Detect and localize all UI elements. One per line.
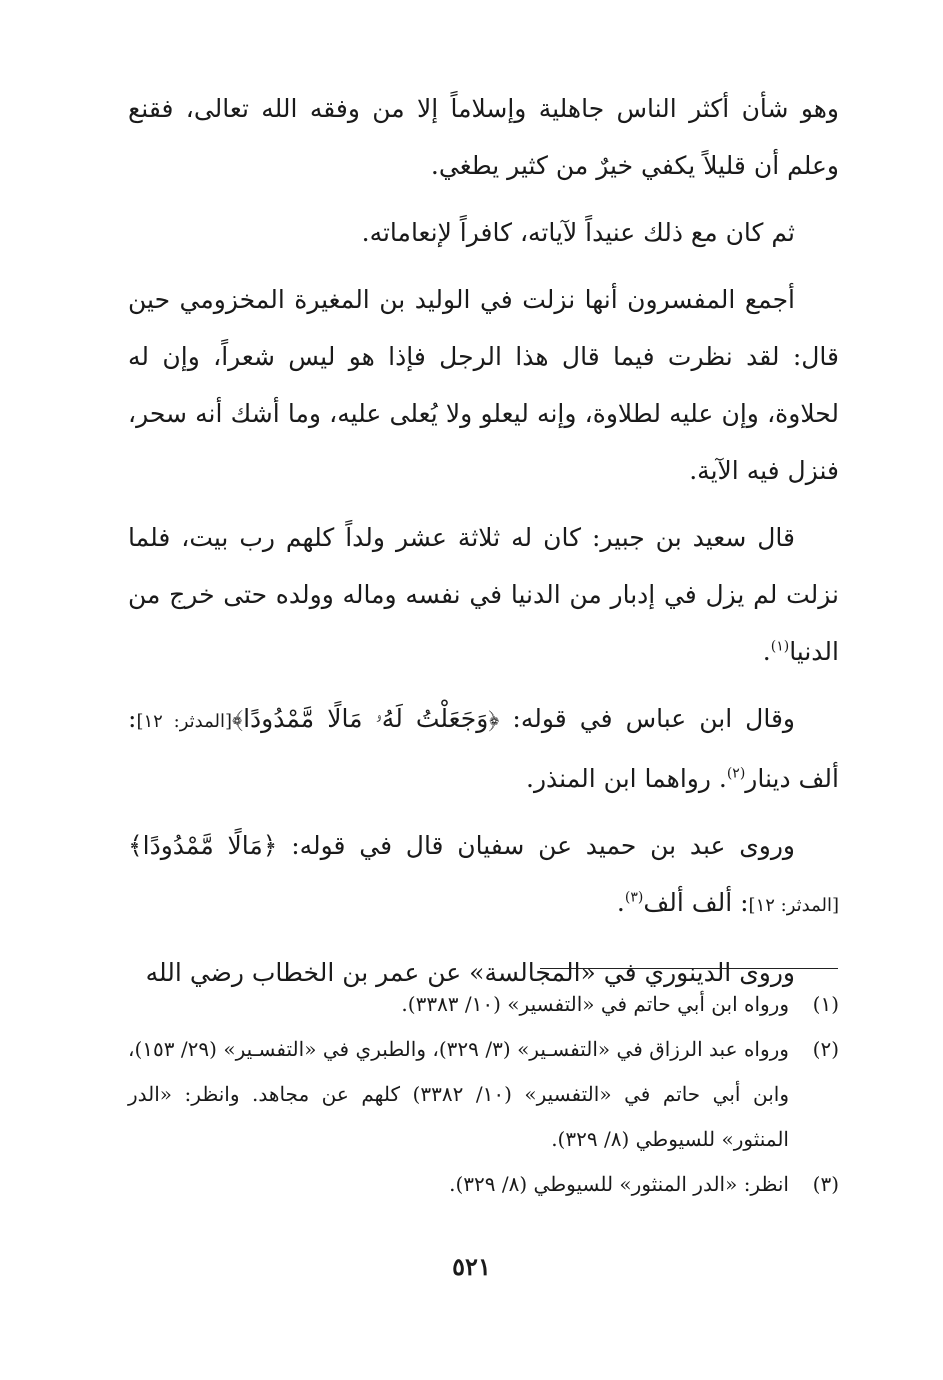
verse-reference: [المدثر: ١٢] (748, 895, 839, 916)
paragraph-1: وهو شأن أكثر الناس جاهلية وإسلاماً إلا من وفقه الله تعالى، فقنع وعلم أن قليلاً يكفي خيرٌ من كثير يطغي. (128, 94, 839, 180)
paragraph-7: وروى الدينوري في «المجالسة» عن عمر بن الخطاب رضي الله (145, 958, 795, 987)
paragraph-6: وروى عبد بن حميد عن سفيان قال في قوله: ﴿مَالًا مَّمْدُودًا﴾[المدثر: ١٢]: ألف ألف$^{(٣)}$. (128, 831, 839, 917)
paragraph-2: ثم كان مع ذلك عنيداً لآياته، كافراً لإنعاماته. (361, 218, 795, 247)
paragraph-4: قال سعيد بن جبير: كان له ثلاثة عشر ولداً كلهم رب بيت، فلما نزلت لم يزل في إدبار من الدنيا في نفسه وماله وولده حتى خرج من الدنيا$^{(١)}$. (128, 523, 839, 666)
quran-verse: ﴿وَجَعَلْتُ لَهُۥ مَالًا مَّمْدُودًا﴾ (232, 704, 500, 733)
paragraph-3: أجمع المفسرون أنها نزلت في الوليد بن المغيرة المخزومي حين قال: لقد نظرت فيما قال هذا الرجل فإذا هو ليس شعراً، وإن له لحلاوة، وإن عليه لطلاوة، وإنه ليعلو ولا يُعلى عليه، وما أشك أنه سحر، فنزل فيه الآية. (128, 285, 839, 485)
footnotes-section (128, 982, 839, 1207)
footnote-1 (128, 982, 839, 1027)
quran-verse: ﴿مَالًا مَّمْدُودًا﴾ (128, 831, 278, 860)
footnote-number: (٢) (812, 1037, 839, 1061)
footnote-marker-3[interactable]: (٣) (624, 889, 644, 906)
footnote-text: ورواه عبد الرزاق في «التفسـير» (٣/ ٣٢٩)، والطبري في «التفسـير» (٢٩/ ١٥٣)، وابن أبي حاتم في «التفسير» (١٠/ ٣٣٨٢) كلهم عن مجاهد. وانظر: «الدر المنثور» للسيوطي (٨/ ٣٢٩). (128, 1037, 789, 1151)
footnote-number: (١) (812, 992, 839, 1016)
paragraph-5: وقال ابن عباس في قوله: ﴿وَجَعَلْتُ لَهُۥ مَالًا مَّمْدُودًا﴾[المدثر: ١٢]: ألف دينار$^{(٢)}$. رواهما ابن المنذر. (128, 704, 839, 793)
footnote-divider (540, 968, 838, 969)
footnote-marker-1[interactable]: (١) (770, 638, 790, 655)
main-text (128, 80, 839, 1011)
footnote-text: انظر: «الدر المنثور» للسيوطي (٨/ ٣٢٩). (449, 1172, 789, 1196)
verse-reference: [المدثر: ١٢] (136, 711, 232, 732)
footnote-number: (٣) (812, 1172, 839, 1196)
page-number: ٥٢١ (452, 1252, 491, 1281)
footnote-3 (128, 1162, 839, 1207)
footnote-marker-2[interactable]: (٢) (726, 765, 746, 782)
footnote-2 (128, 1027, 839, 1162)
footnote-text: ورواه ابن أبي حاتم في «التفسير» (١٠/ ٣٣٨٣). (401, 992, 789, 1016)
